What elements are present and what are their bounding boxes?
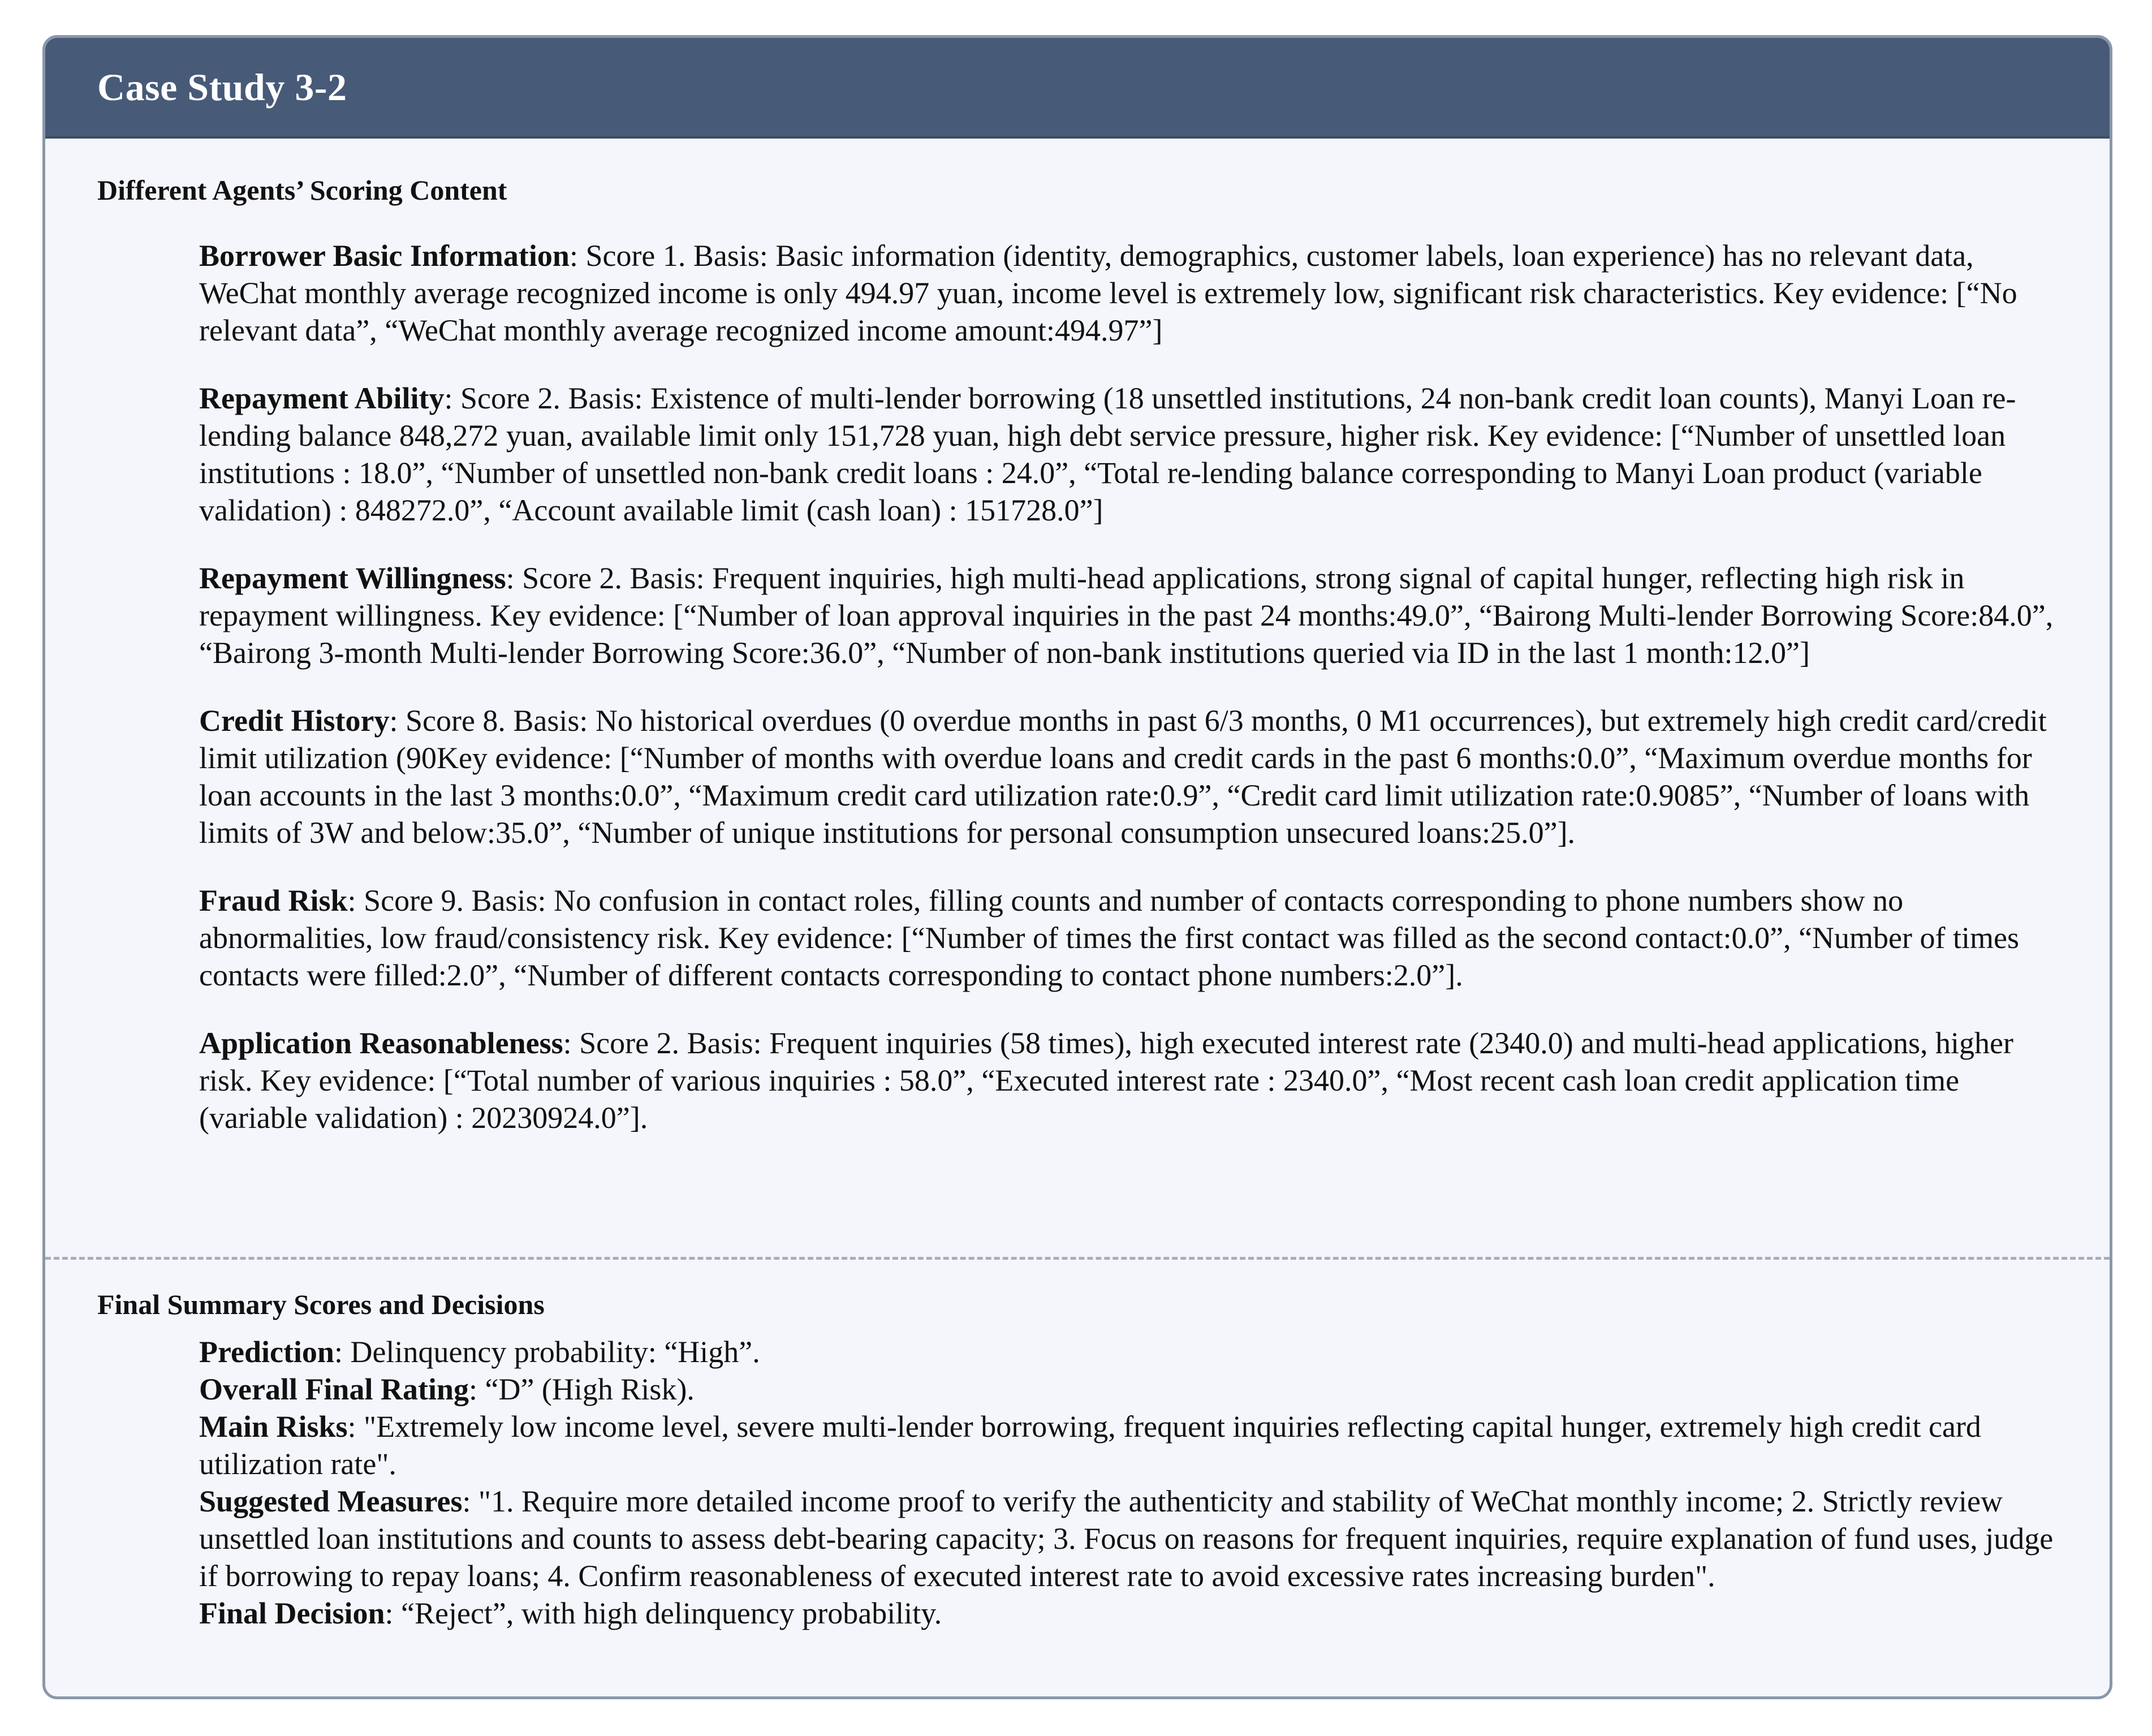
summary-label: Main Risks (199, 1410, 348, 1444)
case-study-box (42, 35, 2112, 1699)
scoring-item-basic-info (199, 237, 2058, 349)
case-study-header (45, 38, 2110, 139)
summary-label: Prediction (199, 1335, 334, 1369)
summary-block (199, 1333, 2058, 1632)
summary-label: Overall Final Rating (199, 1372, 469, 1406)
scoring-item-repayment-willingness (199, 559, 2058, 671)
summary-label: Final Decision (199, 1596, 385, 1630)
scoring-item-text: : Score 1. Basis: Basic information (identity, demographics, customer labels, loan experience) has no relevant data, WeChat monthly average recognized income is only 494.97 yuan, income level is extremely low, significant risk characteristics. Key evidence: [“No relevant data”, “WeChat monthly average recognized income amount:494.97”] (199, 239, 2017, 347)
scoring-item-text: : Score 2. Basis: Existence of multi-lender borrowing (18 unsettled institutions, 24 non-bank credit loan counts), Manyi Loan re-lending balance 848,272 yuan, available limit only 151,728 yuan, high debt service pressure, higher risk. Key evidence: [“Number of unsettled loan institutions : 18.0”, “Number of unsettled non-bank credit loans : 24.0”, “Total re-lending balance corresponding to Manyi Loan product (variable validation) : 848272.0”, “Account available limit (cash loan) : 151728.0”] (199, 381, 2016, 527)
summary-final-decision (199, 1595, 2058, 1632)
scoring-item-label: Borrower Basic Information (199, 239, 570, 273)
case-study-title: Case Study 3-2 (97, 65, 347, 109)
scoring-item-application-reasonableness (199, 1024, 2058, 1136)
scoring-item-text: : Score 2. Basis: Frequent inquiries, high multi-head applications, strong signal of capital hunger, reflecting high risk in repayment willingness. Key evidence: [“Number of loan approval inquiries in the past 24 months:49.0”, “Bairong Multi-lender Borrowing Score:84.0”, “Bairong 3-month Multi-lender Borrowing Score:36.0”, “Number of non-bank institutions queried via ID in the last 1 month:12.0”] (199, 561, 2054, 670)
summary-text: : “Reject”, with high delinquency probability. (385, 1596, 942, 1630)
summary-section (45, 1288, 2110, 1632)
scoring-item-label: Fraud Risk (199, 884, 348, 917)
scoring-section (45, 139, 2110, 1136)
summary-label: Suggested Measures (199, 1484, 463, 1518)
scoring-item-label: Repayment Willingness (199, 561, 506, 595)
scoring-item-repayment-ability (199, 380, 2058, 529)
scoring-item-label: Credit History (199, 704, 390, 738)
summary-prediction (199, 1333, 2058, 1371)
scoring-item-text: : Score 9. Basis: No confusion in contact roles, filling counts and number of contacts corresponding to phone numbers show no abnormalities, low fraud/consistency risk. Key evidence: [“Number of times the first contact was filled as the second contact:0.0”, “Number of times contacts were filled:2.0”, “Number of different contacts corresponding to contact phone numbers:2.0”]. (199, 884, 2019, 992)
section-divider (45, 1257, 2110, 1260)
summary-overall-rating (199, 1371, 2058, 1408)
summary-text: : "Extremely low income level, severe multi-lender borrowing, frequent inquiries reflecting capital hunger, extremely high credit card utilization rate". (199, 1410, 1981, 1481)
scoring-item-credit-history (199, 702, 2058, 851)
scoring-section-title: Different Agents’ Scoring Content (97, 174, 507, 206)
summary-text: : "1. Require more detailed income proof to verify the authenticity and stability of WeChat monthly income; 2. Strictly review unsettled loan institutions and counts to assess debt-bearing capacity; 3. Focus on reasons for frequent inquiries, require explanation of fund uses, judge if borrowing to repay loans; 4. Confirm reasonableness of executed interest rate to avoid excessive rates increasing burden". (199, 1484, 2054, 1593)
summary-suggested-measures (199, 1483, 2058, 1595)
scoring-item-fraud-risk (199, 882, 2058, 994)
summary-section-title: Final Summary Scores and Decisions (97, 1289, 545, 1320)
scoring-item-label: Application Reasonableness (199, 1026, 563, 1060)
summary-text: : Delinquency probability: “High”. (334, 1335, 760, 1369)
scoring-item-text: : Score 2. Basis: Frequent inquiries (58 times), high executed interest rate (2340.0) and multi-head applications, higher risk. Key evidence: [“Total number of various inquiries : 58.0”, “Executed interest rate : 2340.0”, “Most recent cash loan credit application time (variable validation) : 20230924.0”]. (199, 1026, 2013, 1135)
summary-text: : “D” (High Risk). (468, 1372, 695, 1406)
scoring-item-label: Repayment Ability (199, 381, 445, 415)
scoring-item-text: : Score 8. Basis: No historical overdues (0 overdue months in past 6/3 months, 0 M1 occurrences), but extremely high credit card/credit limit utilization (90Key evidence: [“Number of months with overdue loans and credit cards in the past 6 months:0.0”, “Maximum overdue months for loan accounts in the last 3 months:0.0”, “Maximum credit card utilization rate:0.9”, “Credit card limit utilization rate:0.9085”, “Number of loans with limits of 3W and below:35.0”, “Number of unique institutions for personal consumption unsecured loans:25.0”]. (199, 704, 2047, 850)
summary-main-risks (199, 1408, 2058, 1483)
